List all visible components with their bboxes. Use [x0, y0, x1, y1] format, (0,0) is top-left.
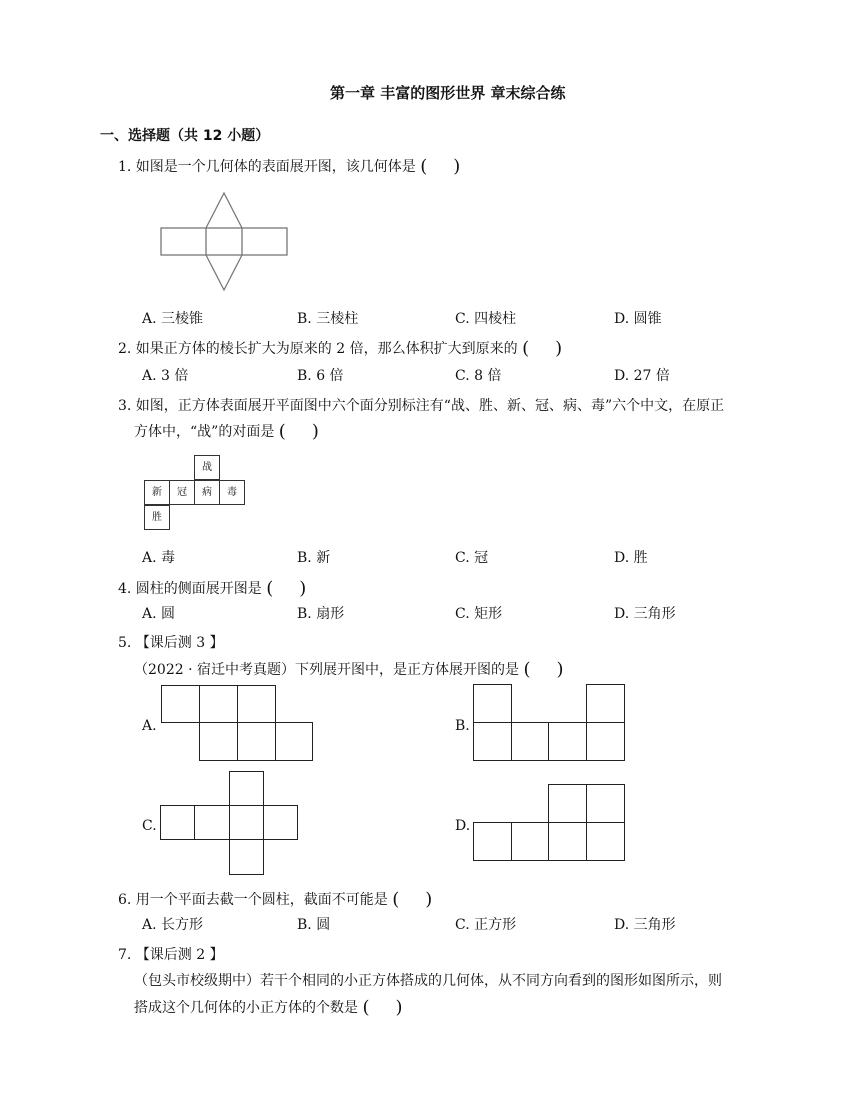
question-7-stem: 搭成这个几何体的小正方体的个数是	[134, 1000, 358, 1016]
answer-paren-open: (	[523, 659, 531, 680]
q3-option-a[interactable]: A. 毒	[142, 550, 176, 566]
question-1	[118, 155, 460, 176]
net-square	[160, 805, 195, 840]
question-2-stem: 2. 如果正方体的棱长扩大为原来的 2 倍，那么体积扩大到原来的	[118, 341, 518, 357]
net-square	[199, 722, 238, 761]
question-5	[134, 658, 564, 679]
answer-paren-open: (	[266, 578, 274, 599]
answer-paren-close: )	[453, 156, 461, 177]
q6-option-a[interactable]: A. 长方形	[142, 917, 204, 933]
net-square	[511, 722, 549, 761]
net-square	[263, 805, 298, 840]
answer-paren-open: (	[392, 889, 400, 910]
net-square	[229, 839, 264, 875]
question-5-tag: 5. 【课后测 3 】	[118, 635, 224, 651]
net-square	[229, 805, 264, 840]
q3-option-c[interactable]: C. 冠	[455, 550, 489, 566]
net-option-c	[160, 771, 298, 875]
net-square	[548, 722, 587, 761]
question-4	[118, 577, 306, 598]
answer-paren-close: )	[395, 997, 403, 1018]
answer-paren-close: )	[311, 421, 319, 442]
question-7-line1: （包头市校级期中）若干个相同的小正方体搭成的几何体，从不同方向看到的图形如图所示，则	[134, 973, 722, 989]
question-3-stem: 方体中，“战”的对面是	[134, 424, 275, 440]
net-square	[586, 684, 625, 723]
net-square	[548, 784, 587, 823]
net-square	[161, 685, 200, 723]
net-square	[194, 805, 230, 840]
net-square	[473, 722, 512, 761]
net-square	[473, 684, 512, 723]
net-square	[586, 822, 625, 861]
net-option-b	[473, 684, 625, 761]
q1-option-b[interactable]: B. 三棱柱	[297, 311, 359, 327]
cube-face-zhan: 战	[194, 455, 220, 480]
net-square	[511, 822, 549, 861]
cube-face-sheng: 胜	[144, 505, 170, 530]
q1-option-c[interactable]: C. 四棱柱	[455, 311, 517, 327]
net-option-d	[473, 784, 625, 861]
question-5-stem: （2022 · 宿迁中考真题）下列展开图中，是正方体展开图的是	[134, 662, 519, 678]
cube-face-bing: 病	[194, 480, 220, 505]
answer-paren-open: (	[522, 338, 530, 359]
net-square	[548, 822, 587, 861]
net-option-a	[161, 685, 313, 761]
cube-face-xin: 新	[144, 480, 170, 505]
q1-option-a[interactable]: A. 三棱锥	[142, 311, 204, 327]
q4-option-b[interactable]: B. 扇形	[297, 606, 345, 622]
section-heading: 一、选择题（共 12 小题）	[100, 128, 270, 144]
question-3-line2	[134, 420, 319, 441]
q5-option-b[interactable]: B.	[455, 718, 470, 734]
q3-option-b[interactable]: B. 新	[297, 550, 331, 566]
question-3-line1: 3. 如图，正方体表面展开平面图中六个面分别标注有“战、胜、新、冠、病、毒”六个中文，在原正	[118, 398, 725, 414]
net-square	[275, 722, 313, 761]
q5-option-c[interactable]: C.	[142, 818, 157, 834]
cube-face-guan: 冠	[169, 480, 195, 505]
q2-option-c[interactable]: C. 8 倍	[455, 368, 502, 384]
q4-option-d[interactable]: D. 三角形	[614, 606, 676, 622]
q6-option-c[interactable]: C. 正方形	[455, 917, 517, 933]
question-6	[118, 888, 432, 909]
q3-option-d[interactable]: D. 胜	[614, 550, 648, 566]
question-2	[118, 337, 562, 358]
question-4-stem: 4. 圆柱的侧面展开图是	[118, 581, 262, 597]
net-square	[229, 771, 264, 806]
net-square	[586, 784, 625, 823]
q6-option-d[interactable]: D. 三角形	[614, 917, 676, 933]
answer-paren-close: )	[555, 338, 563, 359]
cube-net-figure	[143, 455, 249, 531]
answer-paren-close: )	[425, 889, 433, 910]
question-1-stem: 1. 如图是一个几何体的表面展开图，该几何体是	[118, 159, 416, 175]
question-7-tag: 7. 【课后测 2 】	[118, 947, 224, 963]
question-6-stem: 6. 用一个平面去截一个圆柱，截面不可能是	[118, 892, 388, 908]
question-7-line2	[134, 996, 403, 1017]
prism-net-figure	[158, 190, 292, 294]
q2-option-a[interactable]: A. 3 倍	[142, 368, 189, 384]
answer-paren-close: )	[556, 659, 564, 680]
page-title: 第一章 丰富的图形世界 章末综合练	[330, 84, 566, 102]
answer-paren-open: (	[362, 997, 370, 1018]
q1-option-d[interactable]: D. 圆锥	[614, 311, 662, 327]
answer-paren-open: (	[420, 156, 428, 177]
cube-face-du: 毒	[219, 480, 245, 505]
q5-option-d[interactable]: D.	[455, 818, 471, 834]
q4-option-c[interactable]: C. 矩形	[455, 606, 503, 622]
q2-option-b[interactable]: B. 6 倍	[297, 368, 344, 384]
net-square	[586, 722, 625, 761]
net-square	[199, 685, 238, 723]
q5-option-a[interactable]: A.	[142, 718, 157, 734]
net-square	[473, 822, 512, 861]
net-square	[237, 722, 276, 761]
q2-option-d[interactable]: D. 27 倍	[614, 368, 670, 384]
q6-option-b[interactable]: B. 圆	[297, 917, 331, 933]
answer-paren-close: )	[299, 578, 307, 599]
answer-paren-open: (	[278, 421, 286, 442]
net-square	[237, 685, 276, 723]
q4-option-a[interactable]: A. 圆	[142, 606, 176, 622]
